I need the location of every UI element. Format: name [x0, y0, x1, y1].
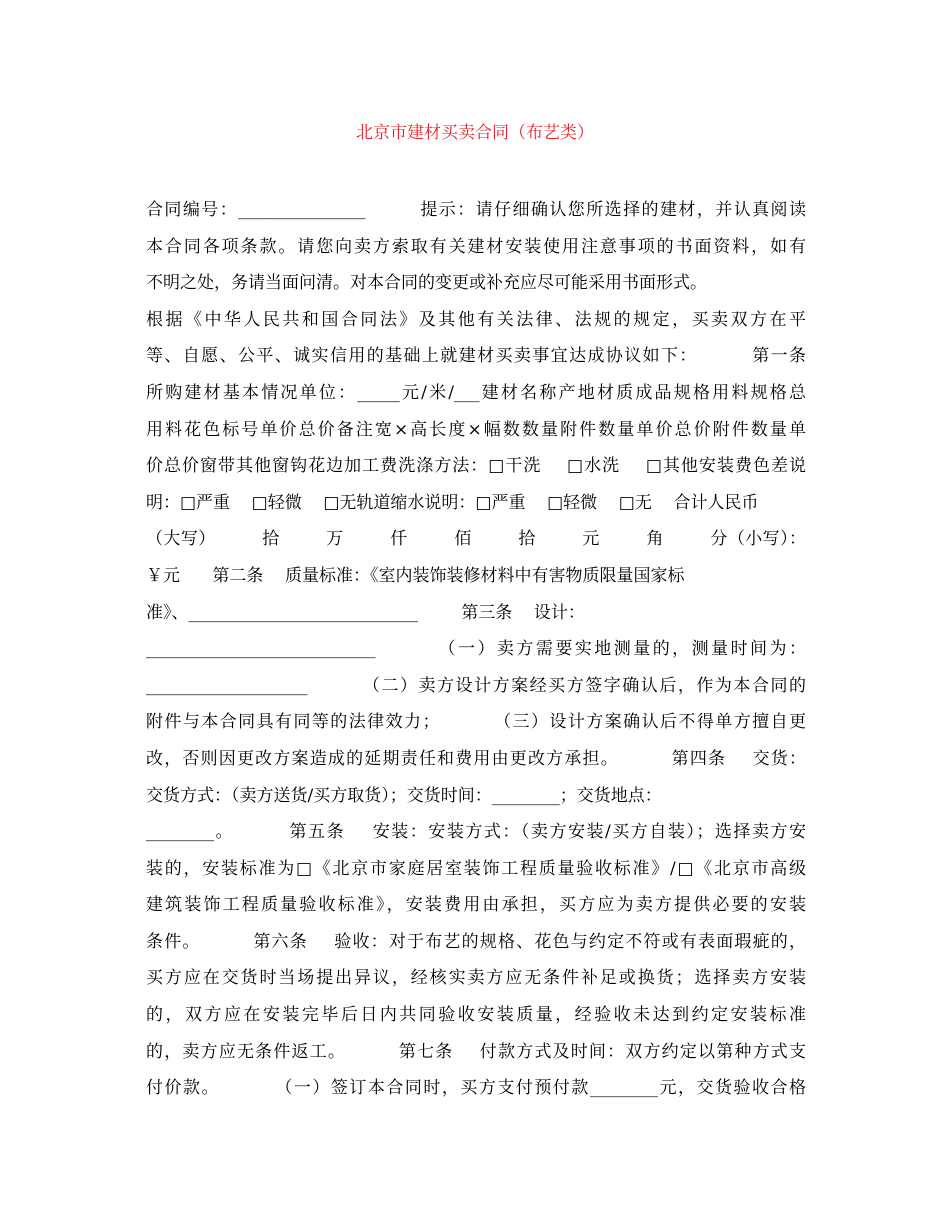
text-line: 不明之处，务请当面问清。对本合同的变更或补充应尽可能采用书面形式。	[146, 273, 707, 294]
text-line: 准》、___________________________ 第三条 设计：	[146, 602, 585, 623]
text-line: 价总价窗带其他窗钩花边加工费洗涤方法：□干洗 □水洗 □其他安装费色差说	[146, 456, 806, 477]
text-line: 付价款。 （一）签订本合同时，买方支付预付款________元，交货验收合格	[146, 1078, 806, 1099]
text-line: ________。 第五条 安装：安装方式：（卖方安装/买方自装）；选择卖方安	[146, 822, 806, 843]
text-line: 根据《中华人民共和国合同法》及其他有关法律、法规的规定，买卖双方在平	[146, 309, 806, 330]
text-line: 合同编号：_______________ 提示：请仔细确认您所选择的建材，并认真阅读	[146, 200, 806, 220]
text-line: 等、自愿、公平、诚实信用的基础上就建材买卖事宜达成协议如下： 第一条	[146, 346, 806, 367]
document-body	[146, 192, 806, 1107]
text-line: 所购建材基本情况单位：_____元/米/___建材名称产地材质成品规格用料规格总	[146, 382, 806, 403]
text-line: 用料花色标号单价总价备注宽×高长度×幅数数量附件数量单价总价附件数量单	[146, 419, 806, 440]
text-line: 建筑装饰工程质量验收标准》，安装费用由承担，买方应为卖方提供必要的安装	[146, 895, 806, 916]
text-line: ￥元 第二条 质量标准：《室内装饰装修材料中有害物质限量国家标	[146, 565, 685, 586]
text-line: 附件与本合同具有同等的法律效力； （三）设计方案确认后不得单方擅自更	[146, 712, 806, 733]
text-line: 条件。 第六条 验收：对于布艺的规格、花色与约定不符或有表面瑕疵的，	[146, 931, 806, 952]
text-line: ___________________________ （一）卖方需要实地测量的，测量时间为：	[146, 639, 806, 660]
document-title: 北京市建材买卖合同（布艺类）	[356, 123, 594, 143]
text-line: 交货方式：（卖方送货/买方取货）；交货时间：________；交货地点：	[146, 785, 662, 806]
text-line: 明：□严重 □轻微 □无轨道缩水说明：□严重 □轻微 □无 合计人民币	[146, 492, 759, 513]
text-line: （大写） 拾 万 仟 佰 拾 元 角 分（小写）：	[146, 529, 806, 550]
text-line: 本合同各项条款。请您向卖方索取有关建材安装使用注意事项的书面资料，如有	[146, 236, 806, 257]
text-line: 改，否则因更改方案造成的延期责任和费用由更改方承担。 第四条 交货：	[146, 748, 806, 769]
text-line: 买方应在交货时当场提出异议，经核实卖方应无条件补足或换货；选择卖方安装	[146, 968, 806, 989]
text-line: 的，双方应在安装完毕后日内共同验收安装质量，经验收未达到约定安装标准	[146, 1005, 806, 1026]
text-line: 的，卖方应无条件返工。 第七条 付款方式及时间：双方约定以第种方式支	[146, 1041, 806, 1062]
text-line: ___________________ （二）卖方设计方案经买方签字确认后，作为本合同的	[146, 675, 806, 696]
text-line: 装的，安装标准为□《北京市家庭居室装饰工程质量验收标准》/□《北京市高级	[146, 858, 806, 879]
